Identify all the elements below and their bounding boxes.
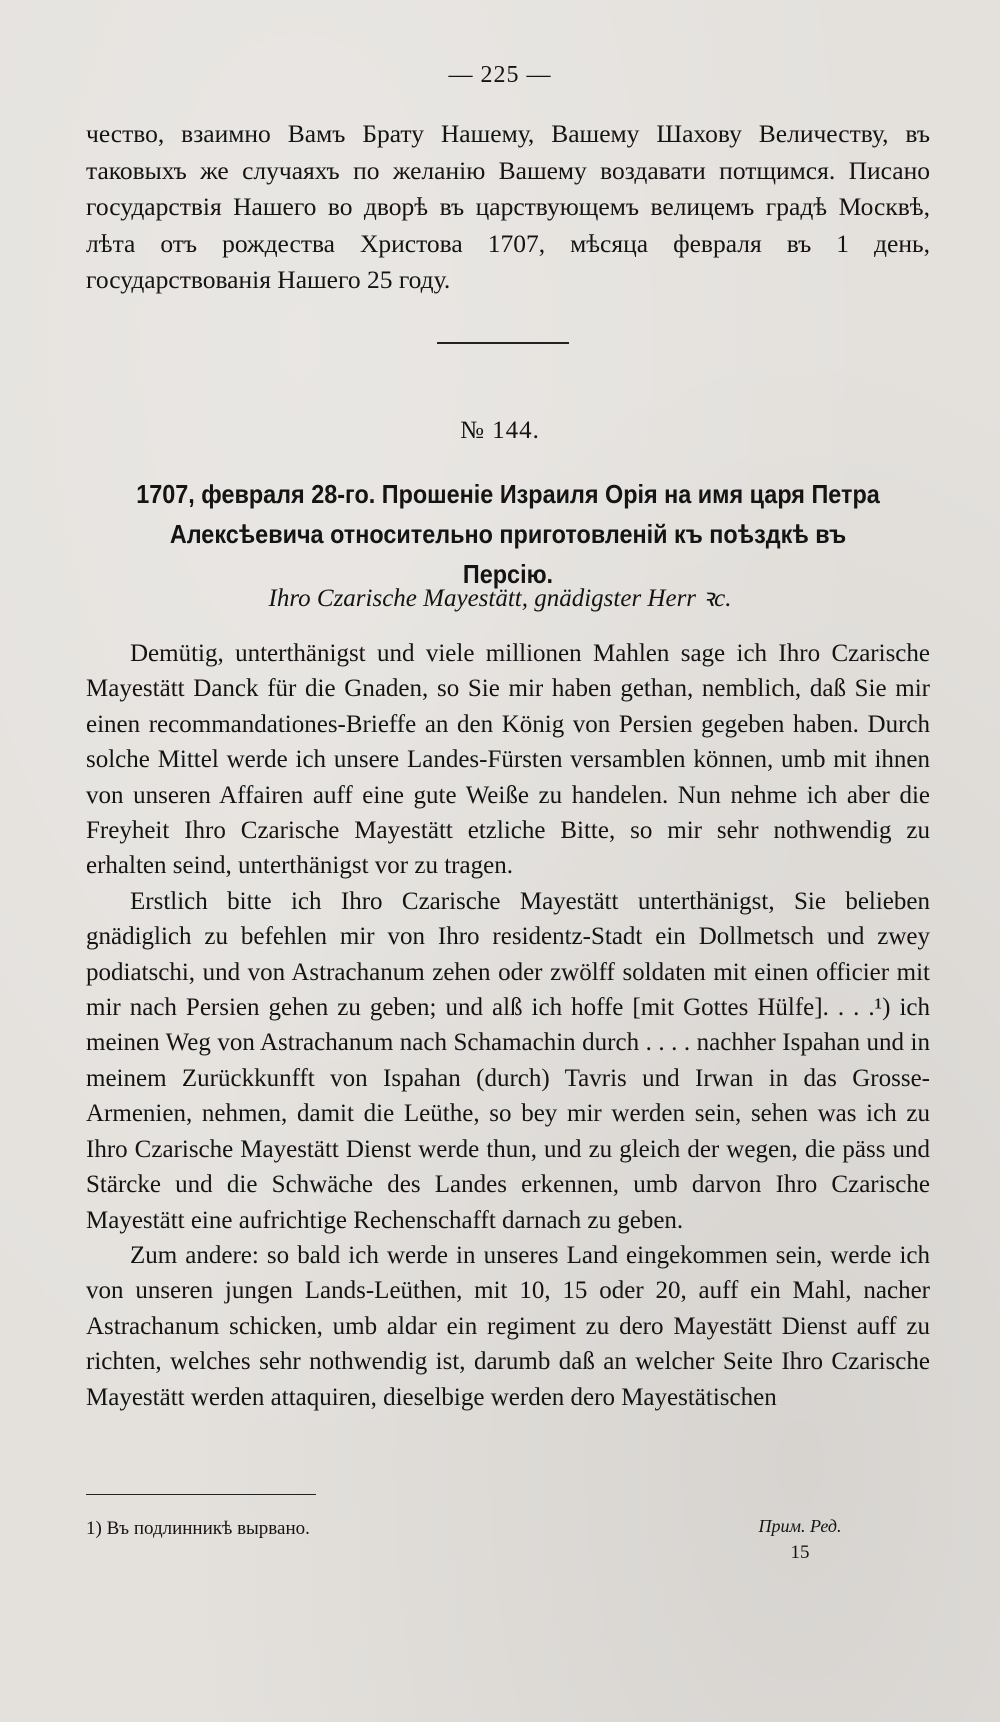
paragraph-3: Zum andere: so bald ich werde in unseres Land eingekommen sein, werde ich von unseren jungen Lands-Leüthen, mit 10, 15 oder 20, auff ein Mahl, nacher Astrachanum schicken, umb aldar ein regiment zu dero Mayestätt Dienst auff zu richten, welches sehr nothwendig ist, darumb daß an welcher Seite Ihro Czarische Mayestätt werden attaquiren, dieselbige werden dero Mayestätischen <box>86 1241 930 1411</box>
paragraph-1: Demütig, unterthänigst und viele millionen Mahlen sage ich Ihro Czarische Mayestätt Danck für die Gnaden, so Sie mir haben gethan, nemblich, daß Sie mir einen recommandationes-Brieffe an den König von Persien gegeben haben. Durch solche Mittel werde ich unsere Landes-Fürsten versamblen können, umb mit ihnen von unseren Affairen auff eine gute Weiße zu handelen. Nun nehme ich aber die Freyheit Ihro Czarische Mayestätt etzliche Bitte, so mir sehr nothwendig zu erhalten seind, unterthänigst vor zu tragen. <box>86 640 930 880</box>
section-divider <box>437 342 569 344</box>
previous-letter-ending: чество, взаимно Вамъ Брату Нашему, Вашему Шахову Величеству, въ таковыхъ же случаяхъ по желанію Вашему воздавати потщимся. Писано государствія Нашего во дворѣ въ царствующемъ велицемъ градѣ Москвѣ, лѣта отъ рождества Христова 1707, мѣсяца февраля въ 1 день, государствованія Нашего 25 году. <box>86 119 930 294</box>
salutation: Ihro Czarische Mayestätt, gnädigster Herr ꝛc. <box>268 585 732 612</box>
document-number: № 144. <box>460 417 540 444</box>
editor-note: Прим. Ред. <box>758 1516 842 1536</box>
page-number: — 225 — <box>448 62 552 88</box>
letter-body <box>86 636 930 1415</box>
footnote: 1) Въ подлинникѣ вырвано. <box>86 1518 310 1539</box>
document-title: 1707, февраля 28-го. Прошеніе Израиля Орія на имя царя Петра Алексѣевича относительно приготовленій къ поѣздкѣ въ Персію. <box>136 479 880 589</box>
footnote-divider <box>86 1494 316 1495</box>
sheet-signature-number: 15 <box>790 1542 810 1563</box>
paragraph-2: Erstlich bitte ich Ihro Czarische Mayestätt unterthänigst, Sie belieben gnädiglich zu befehlen mir von Ihro residentz-Stadt ein Dollmetsch und zwey podiatschi, und von Astrachanum zehen oder zwölff soldaten mit einen officier mit mir nach Persien gehen zu geben; und alß ich hoffe [mit Gottes Hülfe]. . . .¹) ich meinen Weg von Astrachanum nach Schamachin durch . . . . nachher Ispahan und in meinem Zurückkunfft von Ispahan (durch) Tavris und Irwan in das Grosse-Armenien, nehmen, damit die Leüthe, so bey mir werden sein, sehen was ich zu Ihro Czarische Mayestätt Dienst werde thun, und zu gleich der wegen, die päss und Stärcke und die Schwäche des Landes erkennen, umb darvon Ihro Czarische Mayestätt eine aufrichtige Rechenschafft darnach zu geben. <box>86 887 930 1234</box>
